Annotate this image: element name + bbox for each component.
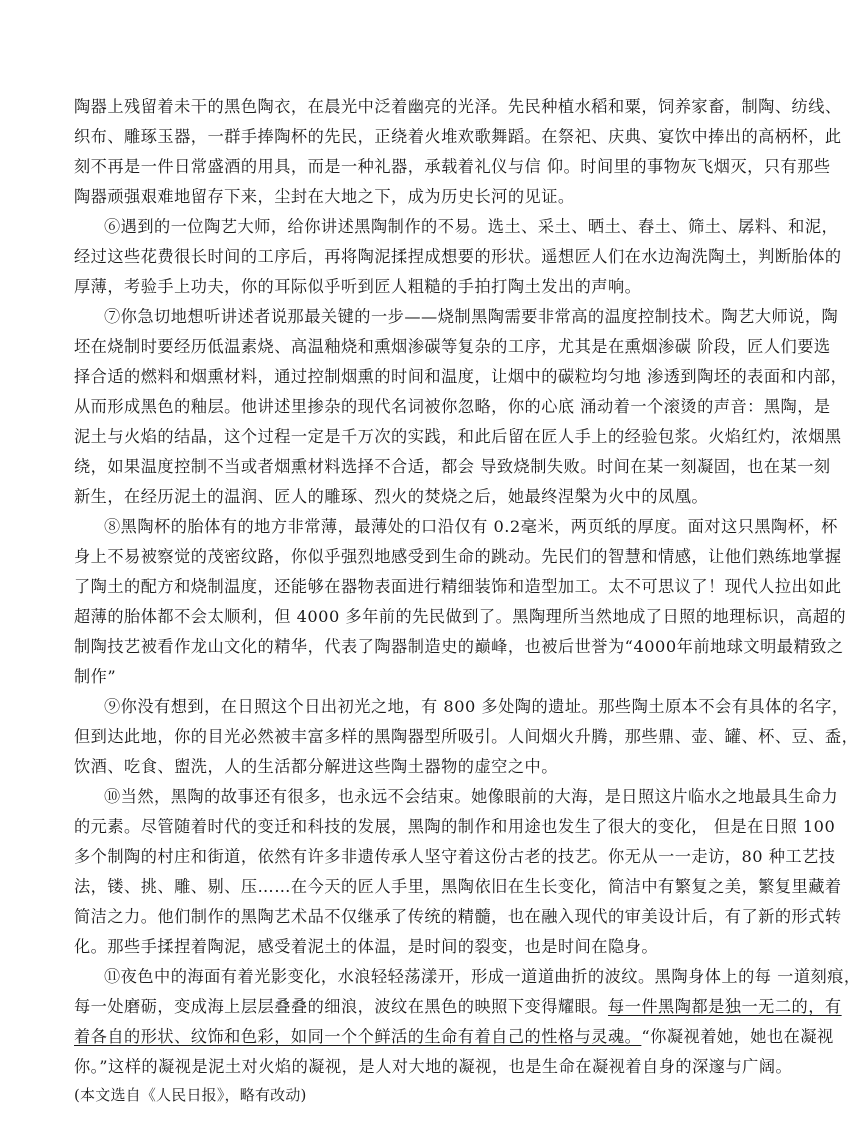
text-line: 陶器上残留着未干的黑色陶衣，在晨光中泛着幽亮的光泽。先民种植水稻和粟，饲养家畜，制陶、纺线、	[74, 97, 842, 116]
text-line: 织布、雕琢玉器，一群手捧陶杯的先民，正绕着火堆欢歌舞蹈。在祭祀、庆典、宴饮中捧出的高柄杯，此	[74, 127, 842, 146]
text-line: 从而形成黑色的釉层。他讲述里掺杂的现代名词被你忽略，你的心底 涌动着一个滚烫的声音：黑陶，是	[74, 397, 831, 416]
text-line: 陶器顽强艰难地留存下来，尘封在大地之下，成为历史长河的见证。	[74, 187, 575, 206]
text-line: 多个制陶的村庄和街道，依然有许多非遗传承人坚守着这份古老的技艺。你无从一一走访，80 种工艺技	[74, 847, 836, 866]
text-line: 简洁之力。他们制作的黑陶艺术品不仅继承了传统的精髓，也在融入现代的审美设计后，有了新的形式转	[74, 907, 842, 926]
text-line: ⑧黑陶杯的胎体有的地方非常薄，最薄处的口沿仅有 0.2毫米，两页纸的厚度。面对这只黑陶杯，杯	[104, 517, 838, 536]
text-line: 但到达此地，你的目光必然被丰富多样的黑陶器型所吸引。人间烟火升腾，那些鼎、壶、罐、杯、豆、盉，	[74, 727, 859, 746]
text-line: 新生，在经历泥土的温润、匠人的雕琢、烈火的焚烧之后，她最终涅槃为火中的凤凰。	[74, 487, 709, 506]
text-line: 制陶技艺被看作龙山文化的精华，代表了陶器制造史的巅峰，也被后世誉为“4000年前地球文明最精致之	[74, 637, 844, 656]
text-line: 厚薄，考验手上功夫，你的耳际似乎听到匠人粗糙的手拍打陶土发出的声响。	[74, 277, 642, 296]
text-line: ⑥遇到的一位陶艺大师，给你讲述黑陶制作的不易。选土、采土、晒土、舂土、筛土、孱料、和泥，	[104, 217, 839, 236]
text-line: 你。”这样的凝视是泥土对火焰的凝视，是人对大地的凝视，也是生命在凝视着自身的深邃与广阔。	[74, 1057, 793, 1076]
text-line: 了陶土的配方和烧制温度，还能够在器物表面进行精细装饰和造型加工。太不可思议了！现代人拉出如此	[74, 577, 842, 596]
underlined-sentence: 每一件黑陶都是独一无二的，有	[608, 997, 842, 1016]
text-line: 择合适的燃料和烟熏材料，通过控制烟熏的时间和温度，让烟中的碳粒均匀地 渗透到陶坯的表面和内部，	[74, 367, 848, 386]
text-line: 超薄的胎体都不会太顺利，但 4000 多年前的先民做到了。黑陶理所当然地成了日照的地理标识，高超的	[74, 607, 847, 626]
text-line: 制作”	[74, 667, 117, 686]
text-line: 刻不再是一件日常盛酒的用具，而是一种礼器，承载着礼仪与信 仰。时间里的事物灰飞烟灭，只有那些	[74, 157, 831, 176]
underlined-sentence: 着各自的形状、纹饰和色彩，如同一个个鲜活的生命有着自己的性格与灵魂。	[74, 1027, 642, 1046]
source-note: (本文选自《人民日报》，略有改动)	[74, 1086, 307, 1104]
text-line: 经过这些花费很长时间的工序后，再将陶泥揉捏成想要的形状。遥想匠人们在水边淘洗陶土，判断胎体的	[74, 247, 842, 266]
text-segment: “你凝视着她，她也在凝视	[641, 1027, 834, 1046]
text-line: 的元素。尽管随着时代的变迁和科技的发展，黑陶的制作和用途也发生了很大的变化， 但是在日照 100	[74, 817, 836, 836]
text-line	[74, 992, 842, 1022]
text-line: 法，镂、挑、雕、剔、压……在今天的匠人手里，黑陶依旧在生长变化，简洁中有繁复之美，繁复里藏着	[74, 877, 842, 896]
text-line: 身上不易被察觉的茂密纹路，你似乎强烈地感受到生命的跳动。先民们的智慧和情感，让他们熟练地掌握	[74, 547, 842, 566]
text-line: ⑩当然，黑陶的故事还有很多，也永远不会结束。她像眼前的大海，是日照这片临水之地最具生命力	[104, 787, 839, 806]
text-line: ⑦你急切地想听讲述者说那最关键的一步——烧制黑陶需要非常高的温度控制技术。陶艺大师说，陶	[104, 307, 839, 326]
text-line: 饮酒、吃食、盥洗，人的生活都分解进这些陶土器物的虚空之中。	[74, 757, 558, 776]
text-line: 坯在烧制时要经历低温素烧、高温釉烧和熏烟渗碳等复杂的工序，尤其是在熏烟渗碳 阶段，匠人们要选	[74, 337, 831, 356]
text-line	[74, 1022, 834, 1052]
text-line: ⑨你没有想到，在日照这个日出初光之地，有 800 多处陶的遗址。那些陶土原本不会有具体的名字，	[104, 697, 849, 716]
text-segment: 每一处磨砺，变成海上层层叠叠的细浪，波纹在黑色的映照下变得耀眼。	[74, 997, 608, 1016]
text-line: 泥土与火焰的结晶，这个过程一定是千万次的实践，和此后留在匠人手上的经验包浆。火焰红灼，浓烟黑	[74, 427, 842, 446]
text-line: 绕，如果温度控制不当或者烟熏材料选择不合适，都会 导致烧制失败。时间在某一刻凝固，也在某一刻	[74, 457, 831, 476]
text-line: 化。那些手揉捏着陶泥，感受着泥土的体温，是时间的裂变，也是时间在隐身。	[74, 937, 659, 956]
text-line: ⑪夜色中的海面有着光影变化，水浪轻轻荡漾开，形成一道道曲折的波纹。黑陶身体上的每 一道刻痕，	[104, 967, 861, 986]
